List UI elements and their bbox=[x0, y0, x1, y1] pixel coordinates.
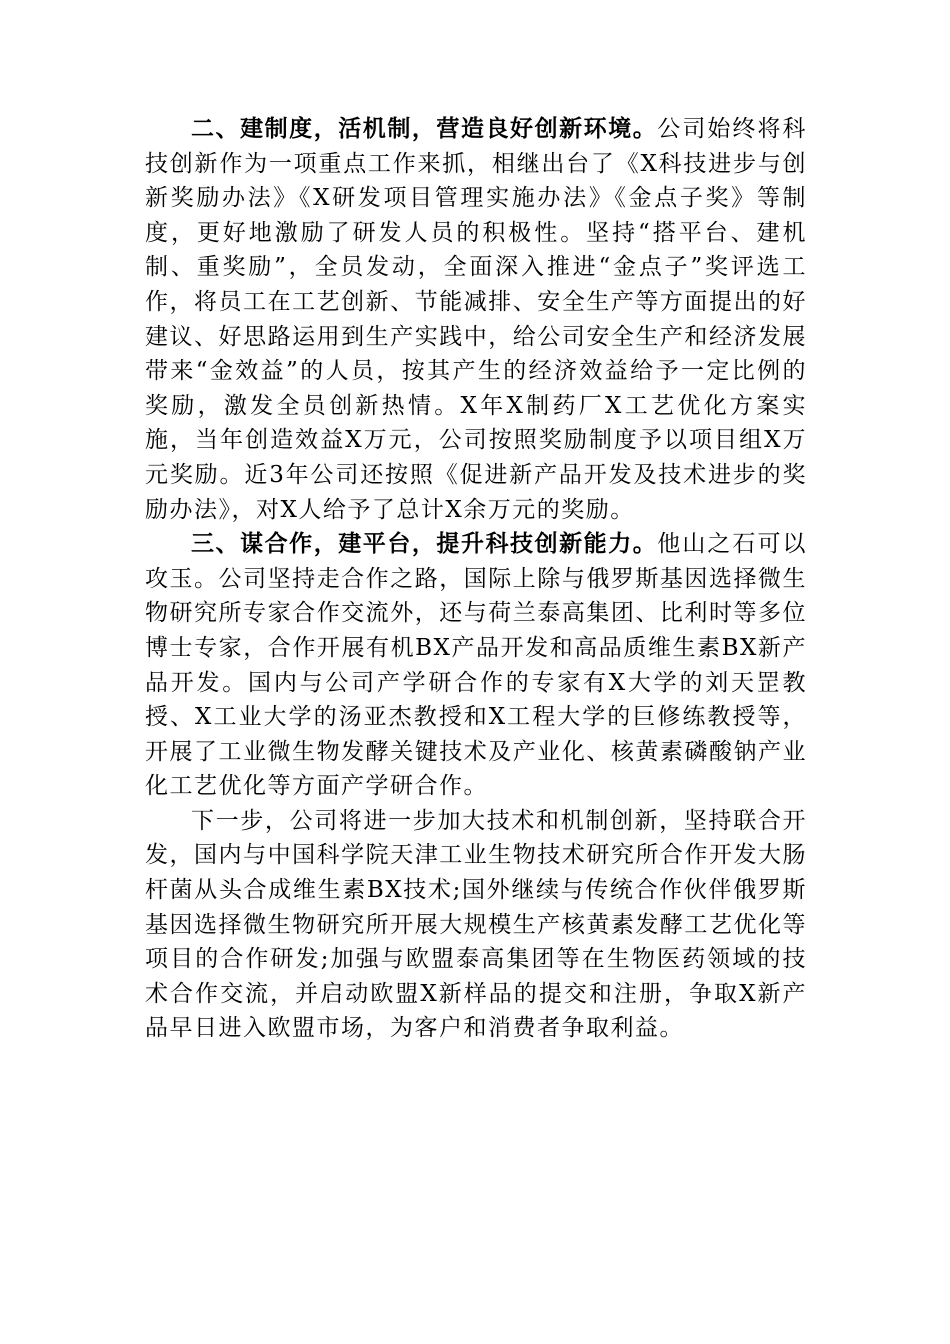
paragraph-next-step bbox=[145, 804, 807, 1046]
document-page bbox=[145, 112, 807, 1046]
paragraph-cooperation bbox=[145, 527, 807, 804]
section-heading-2: 二、建制度，活机制，营造良好创新环境。 bbox=[191, 116, 658, 142]
paragraph-body: 公司始终将科技创新作为一项重点工作来抓，相继出台了《X科技进步与创新奖励办法》《X研发项目管理实施办法》《金点子奖》等制度，更好地激励了研发人员的积极性。坚持“搭平台、建机制、重奖励”，全员发动，全面深入推进“金点子”奖评选工作，将员工在工艺创新、节能减排、安全生产等方面提出的好建议、好思路运用到生产实践中，给公司安全生产和经济发展带来“金效益”的人员，按其产生的经济效益给予一定比例的奖励，激发全员创新热情。X年X制药厂X工艺优化方案实施，当年创造效益X万元，公司按照奖励制度予以项目组X万元奖励。近3年公司还按照《促进新产品开发及技术进步的奖励办法》，对X人给予了总计X余万元的奖励。 bbox=[145, 116, 808, 523]
paragraph-institution bbox=[145, 112, 807, 527]
paragraph-body: 他山之石可以攻玉。公司坚持走合作之路，国际上除与俄罗斯基因选择微生物研究所专家合作交流外，还与荷兰泰高集团、比利时等多位博士专家，合作开展有机BX产品开发和高品质维生素BX新产品开发。国内与公司产学研合作的专家有X大学的刘天罡教授、X工业大学的汤亚杰教授和X工程大学的巨修练教授等，开展了工业微生物发酵关键技术及产业化、核黄素磷酸钠产业化工艺优化等方面产学研合作。 bbox=[145, 531, 808, 800]
section-heading-3: 三、谋合作，建平台，提升科技创新能力。 bbox=[191, 531, 658, 558]
paragraph-body: 下一步，公司将进一步加大技术和机制创新，坚持联合开发，国内与中国科学院天津工业生物技术研究所合作开发大肠杆菌从头合成维生素BX技术;国外继续与传统合作伙伴俄罗斯基因选择微生物研究所开展大规模生产核黄素发酵工艺优化等项目的合作研发;加强与欧盟泰高集团等在生物医药领域的技术合作交流，并启动欧盟X新样品的提交和注册，争取X新产品早日进入欧盟市场，为客户和消费者争取利益。 bbox=[145, 807, 807, 1042]
